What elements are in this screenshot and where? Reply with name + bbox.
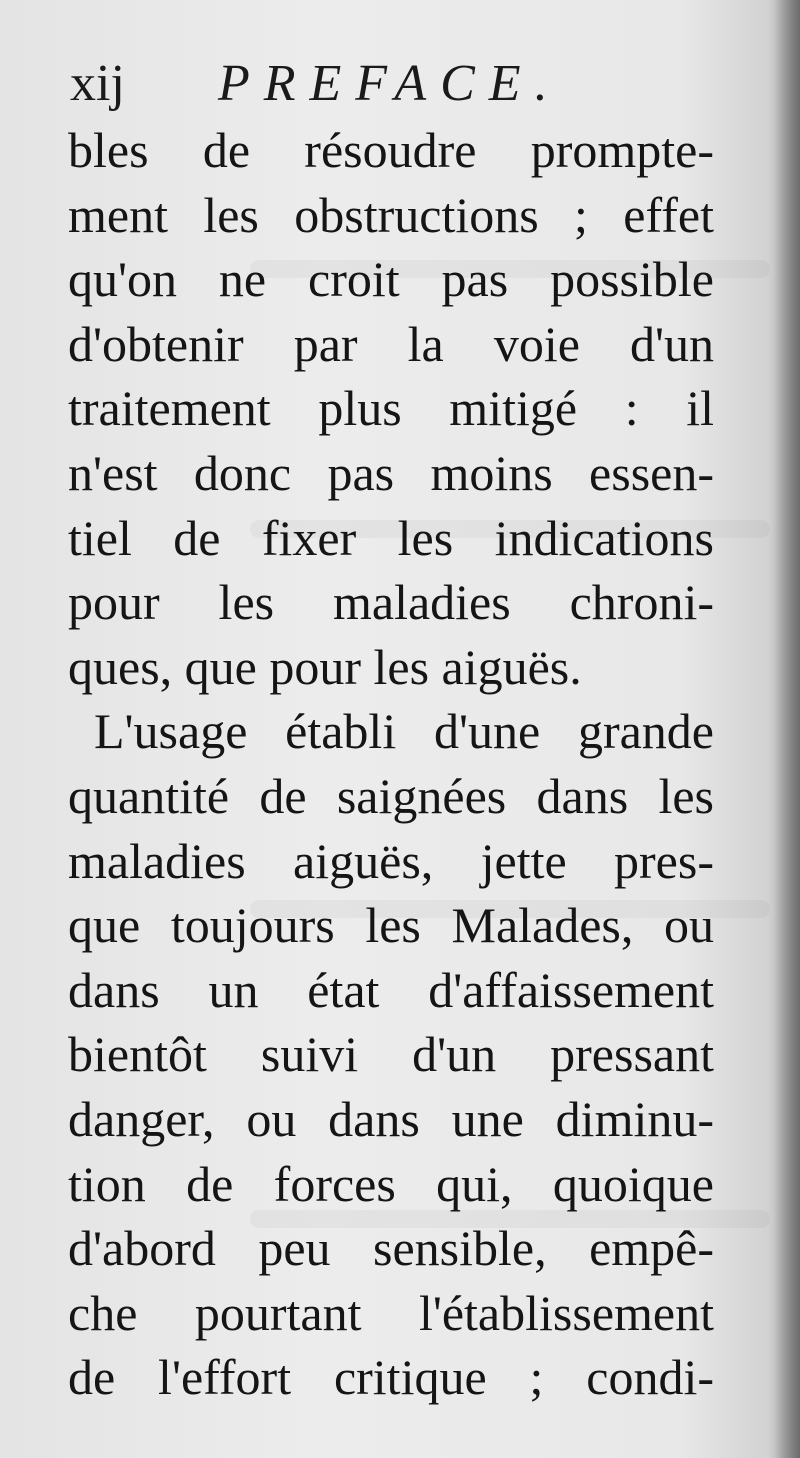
text-line: L'usage établi d'une grande	[94, 703, 714, 760]
page-gutter-shadow	[774, 0, 800, 1458]
text-line: danger, ou dans une diminu-	[68, 1090, 714, 1147]
text-line: quantité de saignées dans les	[68, 767, 714, 824]
text-line: bles de résoudre promptе-	[68, 122, 714, 178]
text-line: bientôt suivi d'un pressant	[68, 1026, 714, 1083]
page-number: xij	[70, 55, 125, 112]
text-line: n'est donc pas moins essen-	[68, 444, 714, 501]
text-line: che pourtant l'établissement	[68, 1284, 714, 1341]
text-line: tion de forces qui, quoique	[68, 1155, 714, 1212]
text-line: pour les maladies chroni-	[68, 574, 714, 631]
text-line: tiel de fixer les indications	[68, 509, 714, 566]
page-header	[70, 50, 690, 116]
text-line: d'abord peu sensible, empê-	[68, 1220, 714, 1277]
text-line: dans un état d'affaissement	[68, 961, 714, 1018]
text-line: que toujours les Malades, ou	[68, 897, 714, 954]
text-line: maladies aiguës, jette pres-	[68, 832, 714, 889]
text-line: ques, que pour les aiguës.	[68, 638, 582, 695]
running-title: PREFACE.	[218, 55, 562, 112]
text-line: de l'effort critique ; condi-	[68, 1349, 714, 1406]
text-line: ment les obstructions ; effet	[68, 186, 714, 243]
body-text	[68, 118, 714, 1410]
text-line: d'obtenir par la voie d'un	[68, 315, 714, 372]
text-line: qu'on ne croit pas possible	[68, 251, 714, 308]
text-line: traitement plus mitigé : il	[68, 380, 714, 437]
